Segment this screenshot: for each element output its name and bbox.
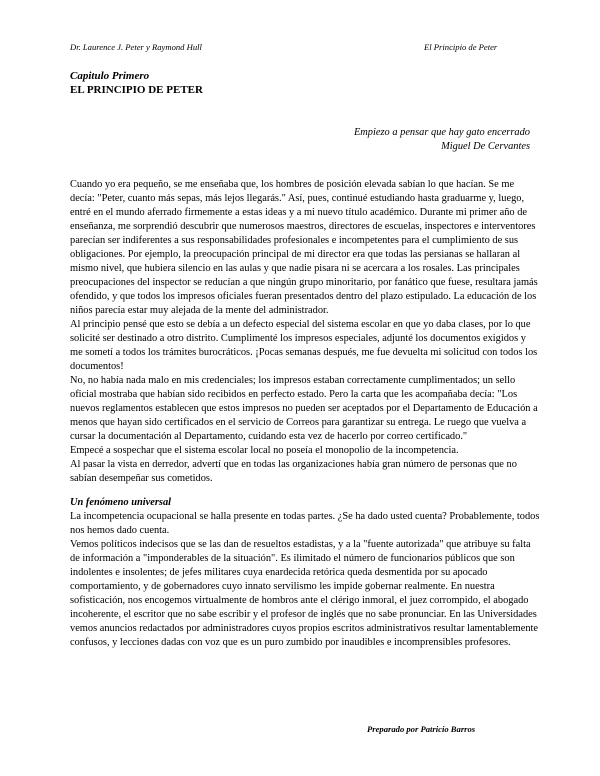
paragraph: Cuando yo era pequeño, se me enseñaba que, los hombres de posición elevada sabían lo que hacían. Se me decía: "Peter, cuanto más sepas, más lejos llegarás." Así, pues, continué estudiando hasta graduarme y, luego, entré en el mundo aferrado firmemente a estas ideas y a mi nuevo título académico. Durante mi primer año de enseñanza, me sorprendió descubrir que numerosos maestros, directores de escuelas, inspectores e interventores parecían ser indiferentes a sus responsabilidades profesionales e incompetentes para el cumplimiento de sus obligaciones. Por ejemplo, la preocupación principal de mi director era que todas las persianas se hallaran al mismo nivel, que hubiera silencio en las aulas y que nadie pisara ni se acercara a los rosales. Las principales preocupaciones del inspector se reducían a que ningún grupo minoritario, por fanático que fuese, resultara jamás ofendido, y que todos los impresos oficiales fueran presentados dentro del plazo estipulado. La educación de los niños parecía estar muy alejada de la mente del administrador. (70, 179, 538, 316)
header-authors: Dr. Laurence J. Peter y Raymond Hull (70, 42, 202, 52)
paragraph: La incompetencia ocupacional se halla presente en todas partes. ¿Se ha dado usted cuenta? Probablemente, todos nos hemos dado cuenta. (70, 511, 540, 536)
paragraph: No, no había nada malo en mis credenciales; los impresos estaban correctamente cumplimentados; un sello oficial mostraba que habían sido recibidos en perfecto estado. Pero la carta que les acompañaba decía: "Los nuevos reglamentos establecen que estos impresos no pueden ser aceptados por el Departamento de Educación a menos que hayan sido certificados en el servicio de Correos para garantizar su entrega. Le ruego que vuelva a cursar la documentación al Departamento, cuidando esta vez de hacerlo por correo certificado." (70, 375, 538, 442)
page-footer: Preparado por Patricio Barros (367, 724, 476, 734)
epigraph (300, 126, 530, 153)
chapter-label: Capitulo Primero (70, 70, 150, 82)
header-book-title: El Principio de Peter (424, 42, 498, 52)
epigraph-author: Miguel De Cervantes (441, 140, 530, 152)
paragraph: Al pasar la vista en derredor, advertí que en todas las organizaciones había gran número de personas que no sabían desempeñar sus cometidos. (70, 459, 517, 484)
paragraph: Empecé a sospechar que el sistema escolar local no poseía el monopolio de la incompetencia. (70, 445, 459, 456)
paragraph: Vemos políticos indecisos que se las dan de resueltos estadistas, y a la "fuente autorizada" que atribuye su falta de información a "imponderables de la situación". Es ilimitado el número de funcionarios públicos que son indolentes e insolentes; de jefes militares cuya enardecida retórica queda desmentida por su apocado comportamiento, y de gobernadores cuyo innato servilismo les impide gobernar realmente. En nuestra sofisticación, nos encogemos virtualmente de hombros ante el clérigo inmoral, el juez corrompido, el abogado incoherente, el escritor que no sabe escribir y el profesor de inglés que no sabe pronunciar. En las Universidades vemos anuncios redactados por administradores cuyos propios escritos administrativos resultar lamentablemente confusos, y lecciones dadas con voz que es un puro zumbido por inaudibles e incomprensibles profesores. (70, 539, 539, 648)
body-text (70, 178, 540, 650)
chapter-title: EL PRINCIPIO DE PETER (70, 84, 203, 96)
epigraph-quote: Empiezo a pensar que hay gato encerrado (353, 127, 530, 138)
paragraph: Al principio pensé que esto se debía a un defecto especial del sistema escolar en que yo daba clases, por lo que solicité ser destinado a otro distrito. Cumplimenté los impresos especiales, adjunté los documentos exigidos y me sometí a todos los trámites burocráticos. ¡Pocas semanas después, me fue devuelta mi solicitud con todos los documentos! (70, 319, 538, 372)
chapter-heading (70, 69, 203, 97)
section-heading: Un fenómeno universal (70, 497, 172, 508)
